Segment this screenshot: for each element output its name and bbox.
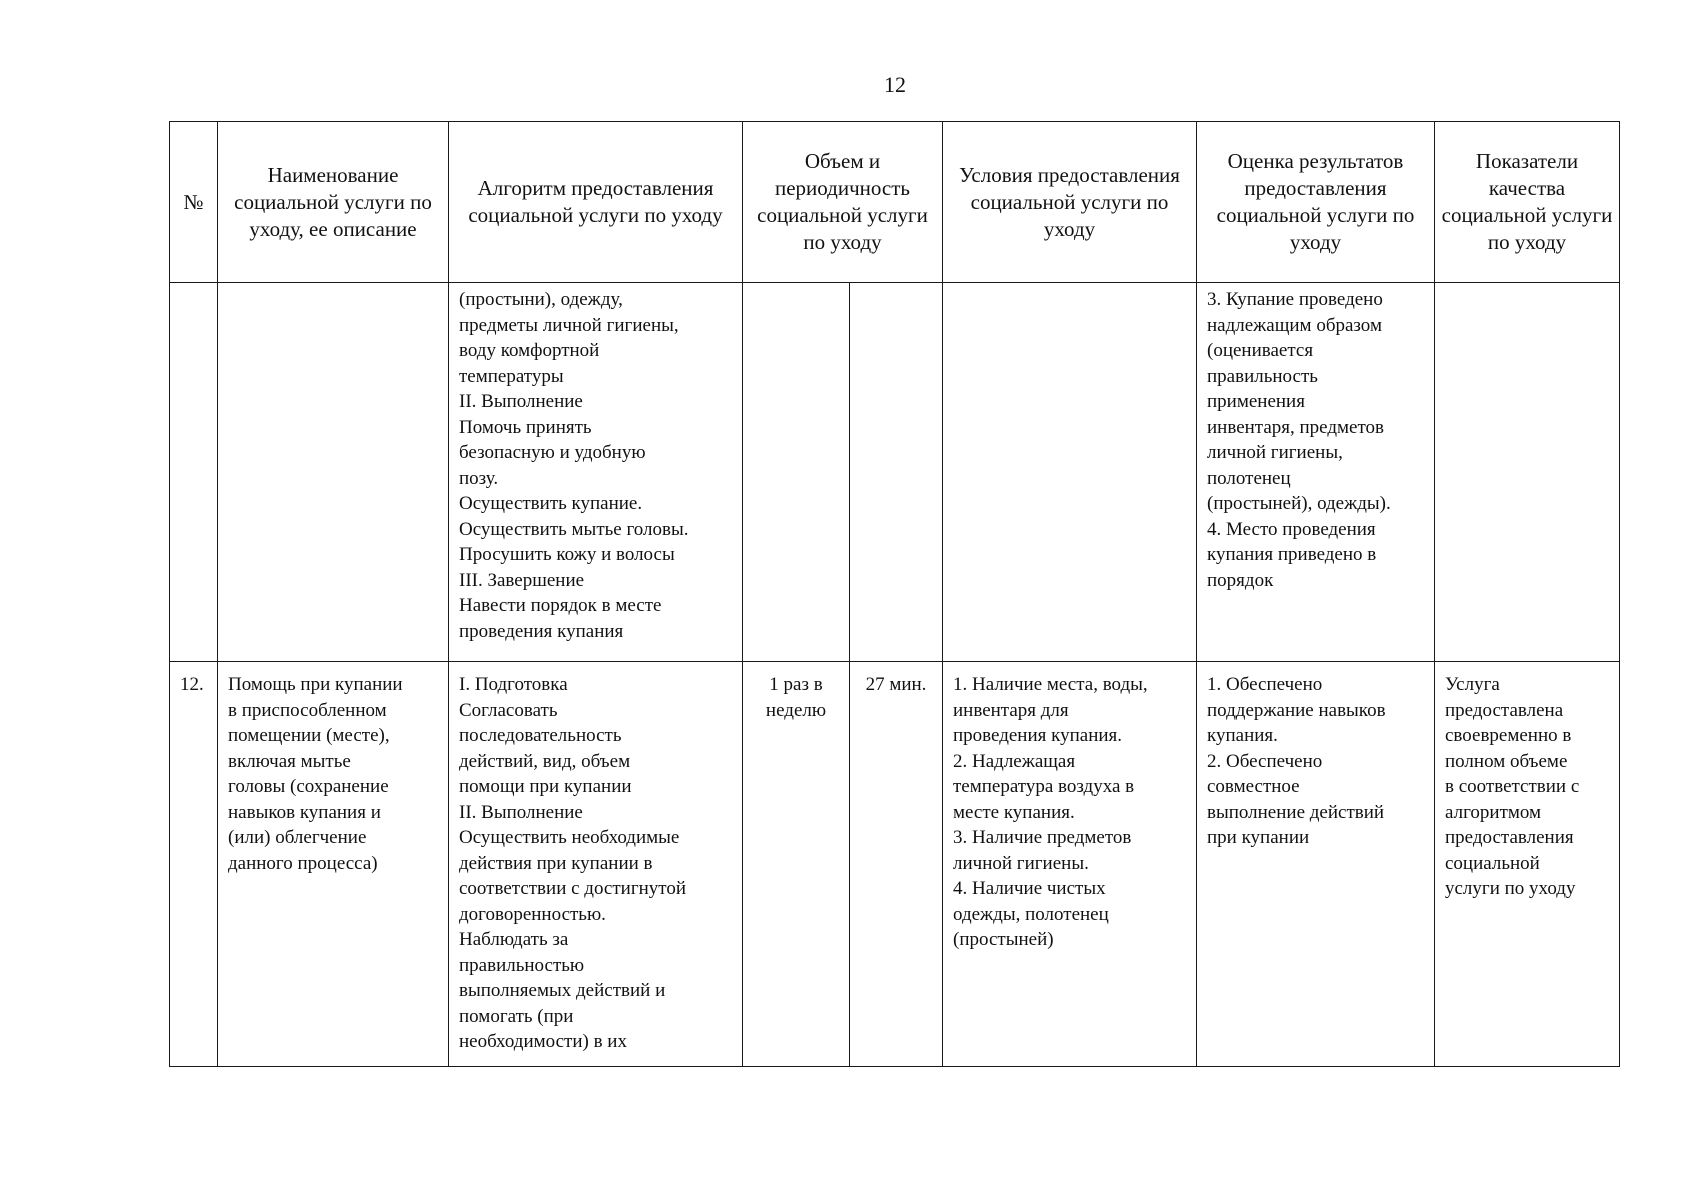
text-line: социальной xyxy=(1445,852,1540,874)
text-line: Осуществить купание. xyxy=(459,493,643,514)
text-line: 2. Надлежащая xyxy=(953,750,1076,772)
text-line: Осуществить мытье головы. xyxy=(459,518,689,540)
text-line: 1 раз в xyxy=(769,674,823,695)
text-line: 1. Обеспечено xyxy=(1207,674,1323,695)
cell-conditions-empty xyxy=(943,283,1197,662)
text-line: алгоритмом xyxy=(1445,801,1542,823)
text-line: Согласовать xyxy=(459,699,558,721)
cell-indicators xyxy=(1435,662,1620,1067)
text-line: предоставления xyxy=(1445,827,1574,848)
text-line: купания. xyxy=(1207,725,1278,746)
text-line: действий, вид, объем xyxy=(459,750,631,772)
text-line: в приспособленном xyxy=(228,699,387,721)
text-line: надлежащим образом xyxy=(1207,314,1382,336)
text-line: предоставлена xyxy=(1445,699,1564,721)
text-line: 2. Обеспечено xyxy=(1207,750,1323,772)
text-line: Наблюдать за xyxy=(459,929,569,950)
cell-indicators-empty xyxy=(1435,283,1620,662)
text-line: личной гигиены. xyxy=(953,852,1089,874)
text-line: предметы личной гигиены, xyxy=(459,314,679,336)
text-line: договоренностью. xyxy=(459,903,606,925)
text-line: полотенец xyxy=(1207,467,1291,489)
header-row xyxy=(170,122,1620,283)
cell-num-empty xyxy=(170,283,218,662)
header-conditions: Условия предоставления социальной услуги по уходу xyxy=(943,122,1197,283)
text-line: (простыни), одежду, xyxy=(459,289,623,310)
text-line: I. Подготовка xyxy=(459,674,568,695)
cell-evaluation xyxy=(1197,662,1435,1067)
text-line: навыков купания и xyxy=(228,801,381,823)
text-line: правильность xyxy=(1207,365,1318,387)
header-num: № xyxy=(170,122,218,283)
text-line: месте купания. xyxy=(953,801,1075,823)
text-line: правильностью xyxy=(459,954,585,976)
text-line: одежды, полотенец xyxy=(953,903,1109,925)
text-line: Осуществить необходимые xyxy=(459,827,680,848)
text-line: поддержание навыков xyxy=(1207,699,1386,721)
text-line: проведения купания. xyxy=(953,725,1123,746)
cell-algorithm xyxy=(449,662,743,1067)
text-line: личной гигиены, xyxy=(1207,442,1343,463)
text-line: помещении (месте), xyxy=(228,725,390,746)
text-line: Услуга xyxy=(1445,674,1500,695)
text-line: полном объеме xyxy=(1445,750,1568,772)
cell-evaluation-continued xyxy=(1197,283,1435,662)
text-line: выполняемых действий и xyxy=(459,980,666,1001)
text-line: 1. Наличие места, воды, xyxy=(953,674,1148,695)
text-line: II. Выполнение xyxy=(459,391,583,412)
text-line: выполнение действий xyxy=(1207,801,1385,823)
text-line: инвентаря, предметов xyxy=(1207,416,1385,438)
cell-frequency-empty xyxy=(743,283,850,662)
cell-duration-empty xyxy=(850,283,943,662)
page-number: 12 xyxy=(884,72,906,97)
cell-algorithm-continued xyxy=(449,283,743,662)
text-line: температура воздуха в xyxy=(953,776,1135,797)
text-line: порядок xyxy=(1207,569,1274,591)
cell-conditions xyxy=(943,662,1197,1067)
text-line: 4. Место проведения xyxy=(1207,518,1376,540)
text-line: применения xyxy=(1207,391,1305,412)
text-line: 3. Купание проведено xyxy=(1207,289,1383,310)
services-table xyxy=(169,121,1620,1067)
text-line: проведения купания xyxy=(459,620,624,642)
text-line: безопасную и удобную xyxy=(459,442,646,463)
text-line: Помощь при купании xyxy=(228,674,403,695)
text-line: услуги по уходу xyxy=(1445,878,1576,899)
cell-duration: 27 мин. xyxy=(850,662,943,1067)
text-line: соответствии с достигнутой xyxy=(459,878,687,899)
text-line: 4. Наличие чистых xyxy=(953,878,1106,899)
text-line: 3. Наличие предметов xyxy=(953,827,1132,848)
table-row-12 xyxy=(170,662,1620,1067)
text-line: своевременно в xyxy=(1445,725,1572,746)
text-line: действия при купании в xyxy=(459,852,653,874)
text-line: помощи при купании xyxy=(459,776,632,797)
text-line: включая мытье xyxy=(228,750,351,772)
text-line: неделю xyxy=(765,699,827,721)
text-line: температуры xyxy=(459,365,564,387)
header-algorithm: Алгоритм предоставления социальной услуги по уходу xyxy=(449,122,743,283)
header-indicators: Показатели качества социальной услуги по уходу xyxy=(1435,122,1620,283)
text-line: II. Выполнение xyxy=(459,801,583,823)
text-line: воду комфортной xyxy=(459,340,600,361)
header-volume: Объем и периодичность социальной услуги по уходу xyxy=(743,122,943,283)
cell-num: 12. xyxy=(170,662,218,1067)
table-row-continued xyxy=(170,283,1620,662)
text-line: последовательность xyxy=(459,725,622,746)
text-line: (простыней) xyxy=(953,929,1054,950)
text-line: данного процесса) xyxy=(228,852,378,874)
text-line: (оценивается xyxy=(1207,340,1314,361)
text-line: инвентаря для xyxy=(953,699,1069,721)
text-line: Навести порядок в месте xyxy=(459,595,662,616)
text-line: (простыней), одежды). xyxy=(1207,493,1391,514)
text-line: (или) облегчение xyxy=(228,827,367,848)
text-line: необходимости) в их xyxy=(459,1031,627,1052)
text-line: помогать (при xyxy=(459,1005,574,1027)
text-line: купания приведено в xyxy=(1207,544,1377,565)
text-line: Помочь принять xyxy=(459,416,592,438)
text-line: головы (сохранение xyxy=(228,776,389,797)
header-evaluation: Оценка результатов предоставления социальной услуги по уходу xyxy=(1197,122,1435,283)
cell-service-name xyxy=(218,662,449,1067)
text-line: позу. xyxy=(459,467,499,489)
text-line: при купании xyxy=(1207,827,1310,848)
text-line: совместное xyxy=(1207,776,1300,797)
header-name: Наименование социальной услуги по уходу, ее описание xyxy=(218,122,449,283)
text-line: в соответствии с xyxy=(1445,776,1580,797)
text-line: III. Завершение xyxy=(459,569,585,591)
text-line: Просушить кожу и волосы xyxy=(459,544,675,565)
cell-name-empty xyxy=(218,283,449,662)
cell-frequency xyxy=(743,662,850,1067)
